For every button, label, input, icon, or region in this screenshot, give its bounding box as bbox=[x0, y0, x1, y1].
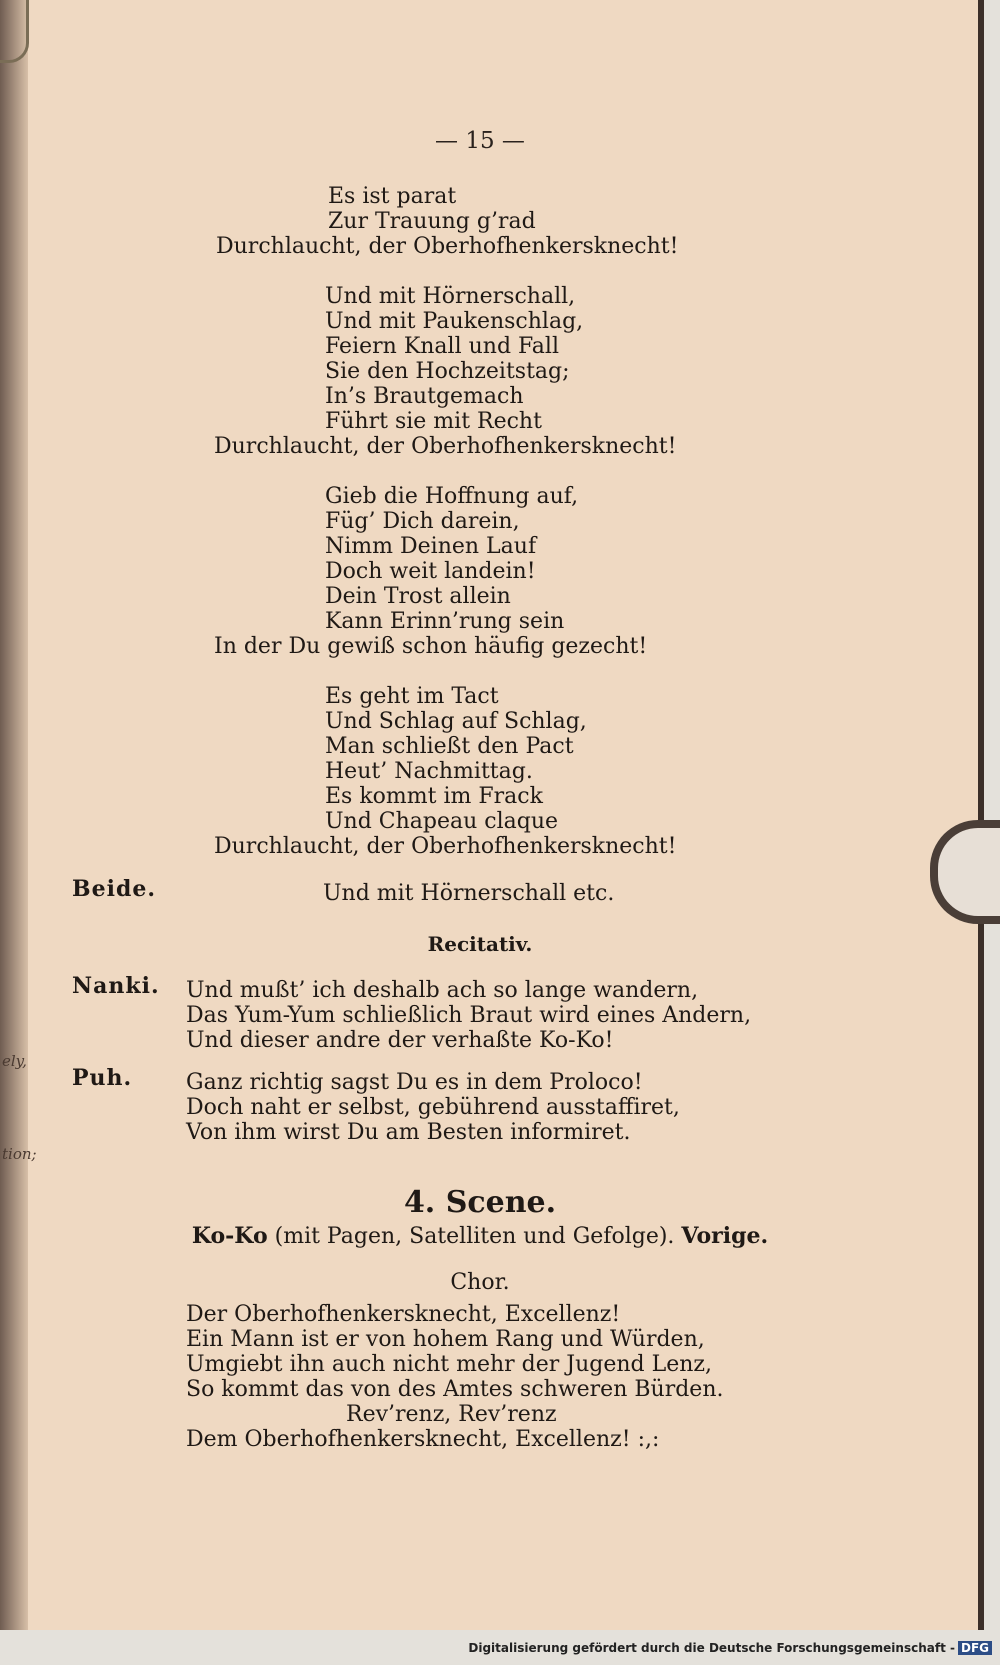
verse-line: Zur Trauung g’rad bbox=[328, 209, 536, 234]
margin-fragment-2: tion; bbox=[2, 1145, 37, 1163]
verse-line: Es kommt im Frack bbox=[325, 784, 543, 809]
puh-line: Doch naht er selbst, gebührend ausstaffiret, bbox=[186, 1095, 680, 1120]
verse-line: Und mit Paukenschlag, bbox=[325, 309, 584, 334]
verse-line: Es ist parat bbox=[328, 184, 457, 209]
cast-koko: Ko-Ko bbox=[191, 1223, 268, 1249]
scene-title: 4. Scene. bbox=[403, 1185, 557, 1220]
cast-detail: (mit Pagen, Satelliten und Gefolge). bbox=[267, 1224, 682, 1249]
verse-line: Gieb die Hoffnung auf, bbox=[325, 484, 579, 509]
verse-line: Dein Trost allein bbox=[325, 584, 511, 609]
margin-fragment-1: ely, bbox=[2, 1052, 27, 1070]
verse-line: Kann Erinn’rung sein bbox=[325, 609, 565, 634]
verse-line: Doch weit landein! bbox=[325, 559, 536, 584]
beide-line: Und mit Hörnerschall etc. bbox=[323, 881, 615, 906]
chor-heading: Chor. bbox=[450, 1270, 510, 1295]
puh-line: Von ihm wirst Du am Besten informiret. bbox=[186, 1120, 631, 1145]
verse-line: In’s Brautgemach bbox=[325, 384, 524, 409]
chor-line: Umgiebt ihn auch nicht mehr der Jugend Lenz, bbox=[186, 1352, 713, 1377]
verse-line: Nimm Deinen Lauf bbox=[325, 534, 537, 559]
chor-line: Dem Oberhofhenkersknecht, Excellenz! :,: bbox=[186, 1427, 660, 1452]
verse-refrain: Durchlaucht, der Oberhofhenkersknecht! bbox=[214, 434, 677, 459]
chor-line: Rev’renz, Rev’renz bbox=[346, 1402, 557, 1427]
binding-ring bbox=[0, 0, 29, 63]
chor-line: Der Oberhofhenkersknecht, Excellenz! bbox=[186, 1302, 621, 1327]
verse-line: Führt sie mit Recht bbox=[325, 409, 542, 434]
footer-text: Digitalisierung gefördert durch die Deutsche Forschungsgemeinschaft - bbox=[468, 1641, 955, 1655]
speaker-nanki: Nanki. bbox=[72, 973, 160, 999]
verse-line: Und Chapeau claque bbox=[325, 809, 559, 834]
verse-line: Heut’ Nachmittag. bbox=[325, 759, 533, 784]
page-number: — 15 — bbox=[435, 128, 525, 154]
verse-line: Und mit Hörnerschall, bbox=[325, 284, 576, 309]
recitativ-heading: Recitativ. bbox=[427, 932, 533, 956]
verse-line: Sie den Hochzeitstag; bbox=[325, 359, 570, 384]
nanki-line: Und dieser andre der verhaßte Ko-Ko! bbox=[186, 1028, 614, 1053]
verse-line: Füg’ Dich darein, bbox=[325, 509, 520, 534]
funding-footer bbox=[468, 1641, 992, 1655]
dfg-logo: DFG bbox=[958, 1641, 992, 1655]
verse-line: Feiern Knall und Fall bbox=[325, 334, 559, 359]
scene-cast bbox=[0, 1223, 960, 1249]
verse-line: Man schließt den Pact bbox=[325, 734, 574, 759]
verse-line: Und Schlag auf Schlag, bbox=[325, 709, 587, 734]
puh-line: Ganz richtig sagst Du es in dem Proloco! bbox=[186, 1070, 643, 1095]
chor-line: Ein Mann ist er von hohem Rang und Würden, bbox=[186, 1327, 705, 1352]
verse-refrain: In der Du gewiß schon häufig gezecht! bbox=[214, 634, 648, 659]
chor-line: So kommt das von des Amtes schweren Bürden. bbox=[186, 1377, 724, 1402]
verse-refrain: Durchlaucht, der Oberhofhenkersknecht! bbox=[216, 234, 679, 259]
page-gutter bbox=[0, 0, 28, 1630]
cast-vorige: Vorige. bbox=[681, 1223, 769, 1249]
verse-refrain: Durchlaucht, der Oberhofhenkersknecht! bbox=[214, 834, 677, 859]
nanki-line: Das Yum-Yum schließlich Braut wird eines Andern, bbox=[186, 1003, 752, 1028]
nanki-line: Und mußt’ ich deshalb ach so lange wandern, bbox=[186, 978, 699, 1003]
verse-line: Es geht im Tact bbox=[325, 684, 499, 709]
speaker-beide: Beide. bbox=[72, 876, 156, 902]
speaker-puh: Puh. bbox=[72, 1065, 133, 1091]
